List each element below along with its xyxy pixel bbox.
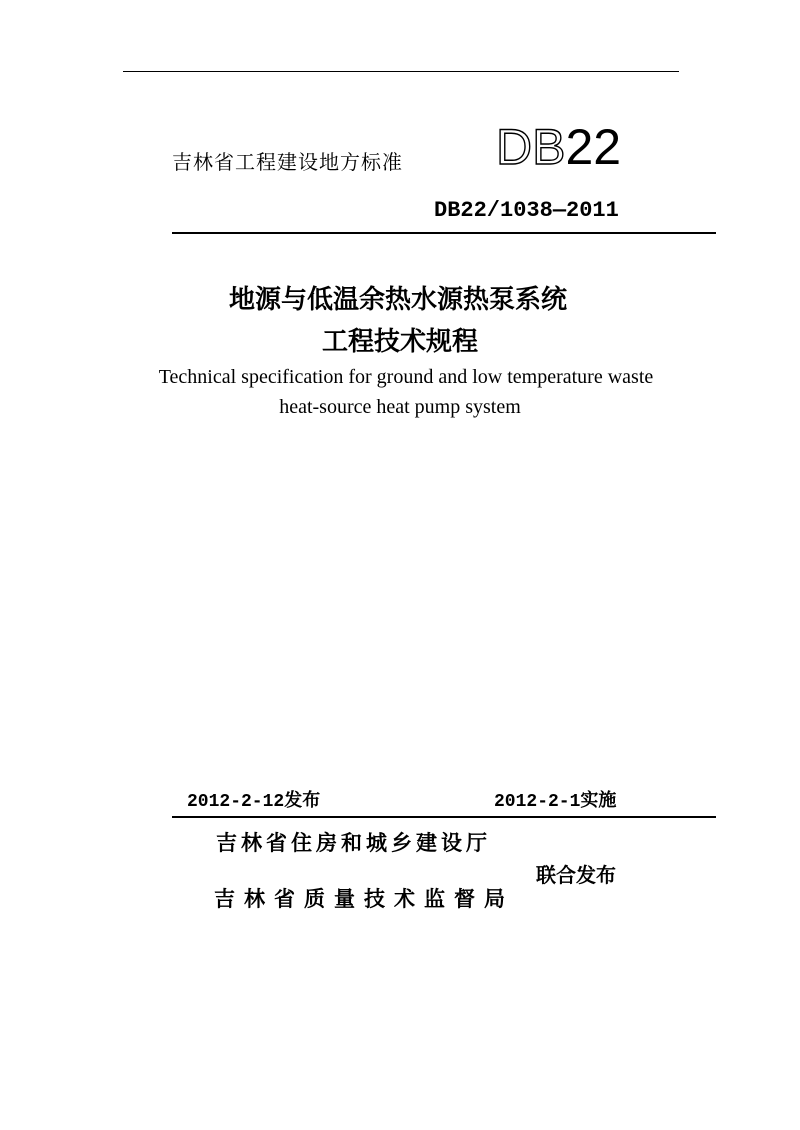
publish-date <box>187 786 320 812</box>
issuing-authority-housing: 吉林省住房和城乡建设厅 <box>216 831 491 855</box>
publish-date-value: 2012-2-12 <box>187 792 285 812</box>
implement-date <box>494 786 616 812</box>
issuer-category: 吉林省工程建设地方标准 <box>172 150 403 174</box>
title-cn-line2: 工程技术规程 <box>321 327 478 357</box>
db-mark <box>496 117 621 177</box>
implement-label: 实施 <box>580 790 617 811</box>
issuing-authority-quality: 吉林省质量技术监督局 <box>214 887 514 911</box>
top-divider <box>123 71 679 72</box>
publish-label: 发布 <box>284 790 321 811</box>
title-en-line2: heat-source heat pump system <box>279 396 521 418</box>
code-divider <box>172 232 716 234</box>
db-mark-outline: DB <box>496 119 566 175</box>
db-mark-number: 22 <box>565 119 622 175</box>
implement-date-value: 2012-2-1 <box>494 792 581 812</box>
title-cn-line1: 地源与低温余热水源热泵系统 <box>228 285 567 315</box>
dates-divider <box>172 816 716 818</box>
title-en-line1: Technical specification for ground and low temperature waste <box>158 366 654 388</box>
standard-code: DB22/1038—2011 <box>434 198 619 223</box>
joint-issue-label: 联合发布 <box>536 863 616 887</box>
